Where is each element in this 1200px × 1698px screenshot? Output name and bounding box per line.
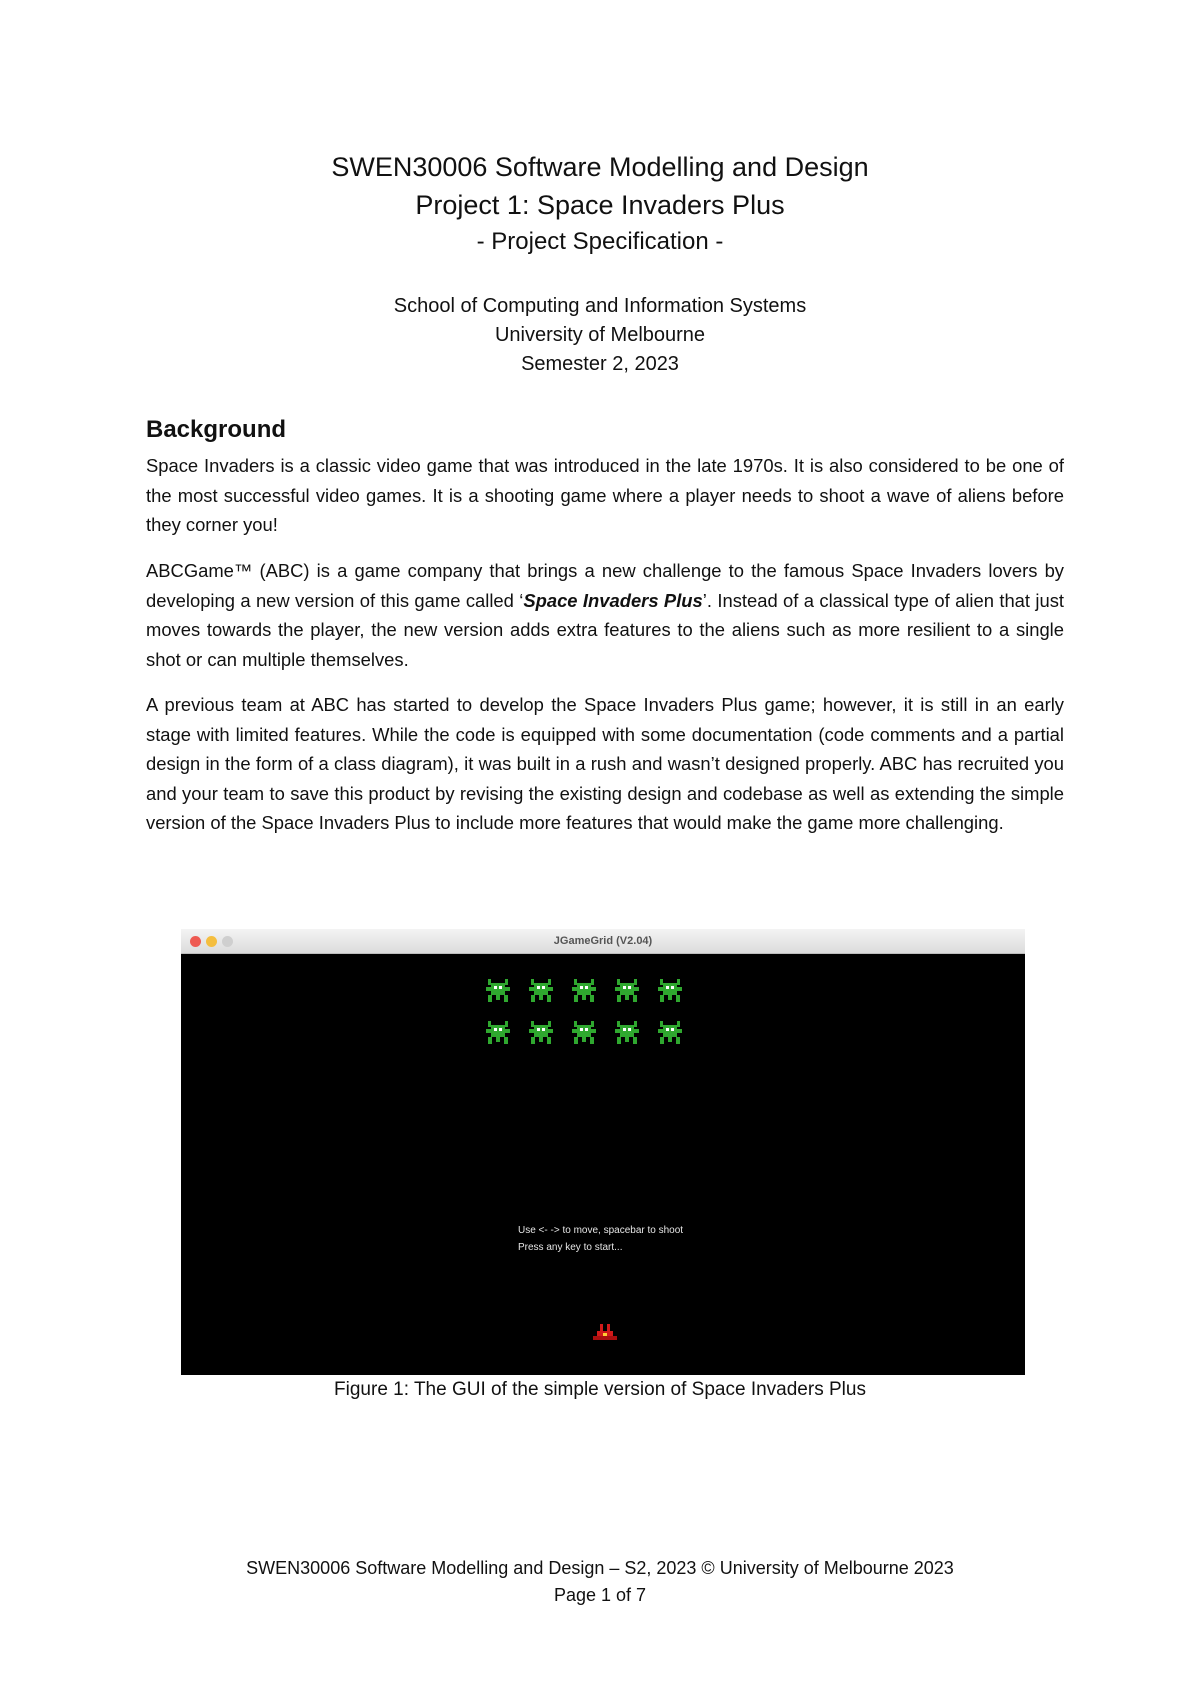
alien-icon xyxy=(654,978,686,1004)
window-title: JGameGrid (V2.04) xyxy=(553,935,653,947)
university-name: University of Melbourne xyxy=(494,324,706,346)
window-titlebar xyxy=(181,929,1025,954)
player-ship-icon xyxy=(591,1321,619,1343)
page-number: Page 1 of 7 xyxy=(553,1585,647,1605)
footer-copyright: SWEN30006 Software Modelling and Design – S2, 2023 © University of Melbourne 2023 xyxy=(246,1558,954,1578)
alien-icon xyxy=(568,978,600,1004)
affiliation-block xyxy=(0,292,1200,379)
hint-line-2: Press any key to start... xyxy=(518,1242,623,1253)
p2-text-before: ABCGame™ (ABC) is a game company that brings a new challenge to the famous Space Invaders lovers by developing a new version of this game called ‘ xyxy=(146,560,1064,611)
school-name: School of Computing and Information Systems xyxy=(393,295,807,317)
alien-icon xyxy=(482,978,514,1004)
page-footer xyxy=(0,1555,1200,1609)
figure-caption: Figure 1: The GUI of the simple version of Space Invaders Plus xyxy=(334,1379,866,1400)
title-block xyxy=(0,148,1200,260)
game-window-screenshot xyxy=(181,929,1025,1375)
spec-label: - Project Specification - xyxy=(476,228,724,255)
instructions-text xyxy=(518,1222,683,1256)
alien-icon xyxy=(654,1020,686,1046)
semester: Semester 2, 2023 xyxy=(521,353,679,375)
alien-icon xyxy=(525,978,557,1004)
alien-icon xyxy=(525,1020,557,1046)
section-heading: Background xyxy=(146,416,287,443)
game-name-emphasis: Space Invaders Plus xyxy=(523,589,703,611)
background-paragraph-3: A previous team at ABC has started to develop the Space Invaders Plus game; however, it is still in an early stage with limited features. While the code is equipped with some documentation (code comments and a partial design in the form of a class diagram), it was built in a rush and wasn’t designed properly. ABC has recruited you and your team to save this product by revising the existing design and codebase as well as extending the simple version of the Space Invaders Plus to include more features that would make the game more challenging. xyxy=(146,694,1064,833)
background-paragraph-2 xyxy=(146,556,1064,674)
hint-line-1: Use <- -> to move, spacebar to shoot xyxy=(518,1225,684,1236)
project-title: Project 1: Space Invaders Plus xyxy=(415,190,785,220)
alien-icon xyxy=(482,1020,514,1046)
alien-icon xyxy=(611,978,643,1004)
course-title: SWEN30006 Software Modelling and Design xyxy=(331,152,869,182)
background-paragraph-1: Space Invaders is a classic video game that was introduced in the late 1970s. It is also considered to be one of the most successful video games. It is a shooting game where a player needs to shoot a wave of aliens before they corner you! xyxy=(146,455,1064,535)
p2-text-after: ’. Instead of a classical type of alien that just moves towards the player, the new version adds extra features to the aliens such as more resilient to a single shot or can multiple themselves. xyxy=(146,589,1065,670)
alien-icon xyxy=(611,1020,643,1046)
alien-icon xyxy=(568,1020,600,1046)
